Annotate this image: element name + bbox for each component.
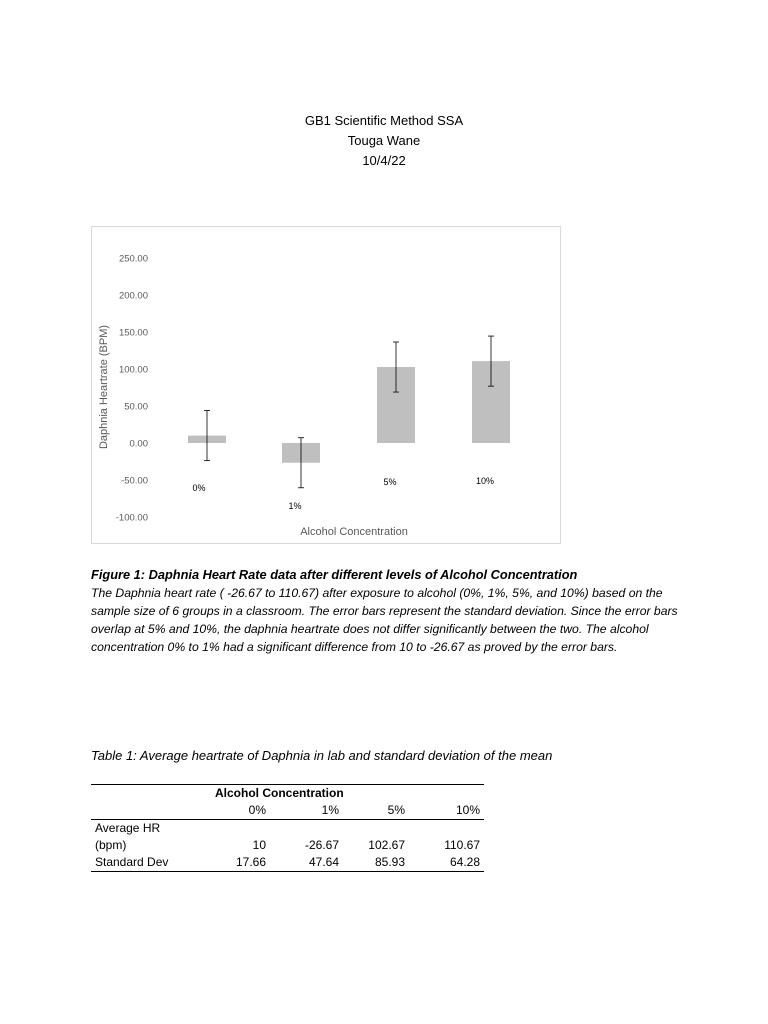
y-axis-title: Daphnia Heartrate (BPM) [98,324,110,450]
y-tick-label: -50.00 [121,475,148,487]
figure-caption-body: The Daphnia heart rate ( -26.67 to 110.67) after exposure to alcohol (0%, 1%, 5%, and 10%) based on the sample size of 6 groups in a classroom. The error bars represent the standard deviation. Since the error bars overlap at 5% and 10%, the daphnia heartrate does not differ significantly between the two. The alcohol concentration 0% to 1% had a significant difference from 10 to -26.67 as proved by the error bars. [91,586,678,654]
table-cell: 85.93 [343,854,409,872]
row-label: Average HR (bpm) [95,821,161,852]
category-label: 10% [475,476,495,486]
column-header: 1% [270,802,343,820]
y-tick-label: 200.00 [118,290,148,302]
table-title: Table 1: Average heartrate of Daphnia in lab and standard deviation of the mean [91,748,553,763]
table-group-header-row [91,785,484,803]
table-cell: 64.28 [409,854,484,872]
y-tick-label: 0.00 [129,438,148,450]
chart-canvas [92,227,562,545]
document-author: Touga Wane [347,133,421,148]
x-axis-title: Alcohol Concentration [300,526,408,538]
table-row [91,854,484,872]
y-tick-label: 250.00 [118,253,148,265]
table-cell: 17.66 [199,854,270,872]
document-date: 10/4/22 [362,153,406,168]
category-label: 0% [192,483,206,493]
y-tick-label: 50.00 [124,401,148,413]
row-label: Standard Dev [91,854,199,872]
bar-chart [91,226,561,544]
y-tick-label: 100.00 [118,364,148,376]
column-header: 10% [409,802,484,820]
figure-caption-title: Figure 1: Daphnia Heart Rate data after different levels of Alcohol Concentration [91,567,578,582]
heartrate-table [91,784,484,872]
table-column-header-row [91,802,484,820]
table-cell: 10 [252,838,266,852]
table-group-header: Alcohol Concentration [199,785,484,803]
column-header: 0% [199,802,270,820]
table-cell: 110.67 [444,838,480,852]
figure-caption [91,566,691,656]
document-header [0,111,768,171]
column-header: 5% [343,802,409,820]
y-tick-label: -100.00 [115,512,148,524]
table-cell: 102.67 [368,838,405,852]
y-tick-label: 150.00 [118,327,148,339]
category-label: 1% [288,501,302,511]
table-row [91,820,484,855]
table-cell: -26.67 [304,838,339,852]
table-cell: 47.64 [270,854,343,872]
document-title: GB1 Scientific Method SSA [304,113,464,128]
category-label: 5% [383,477,397,487]
